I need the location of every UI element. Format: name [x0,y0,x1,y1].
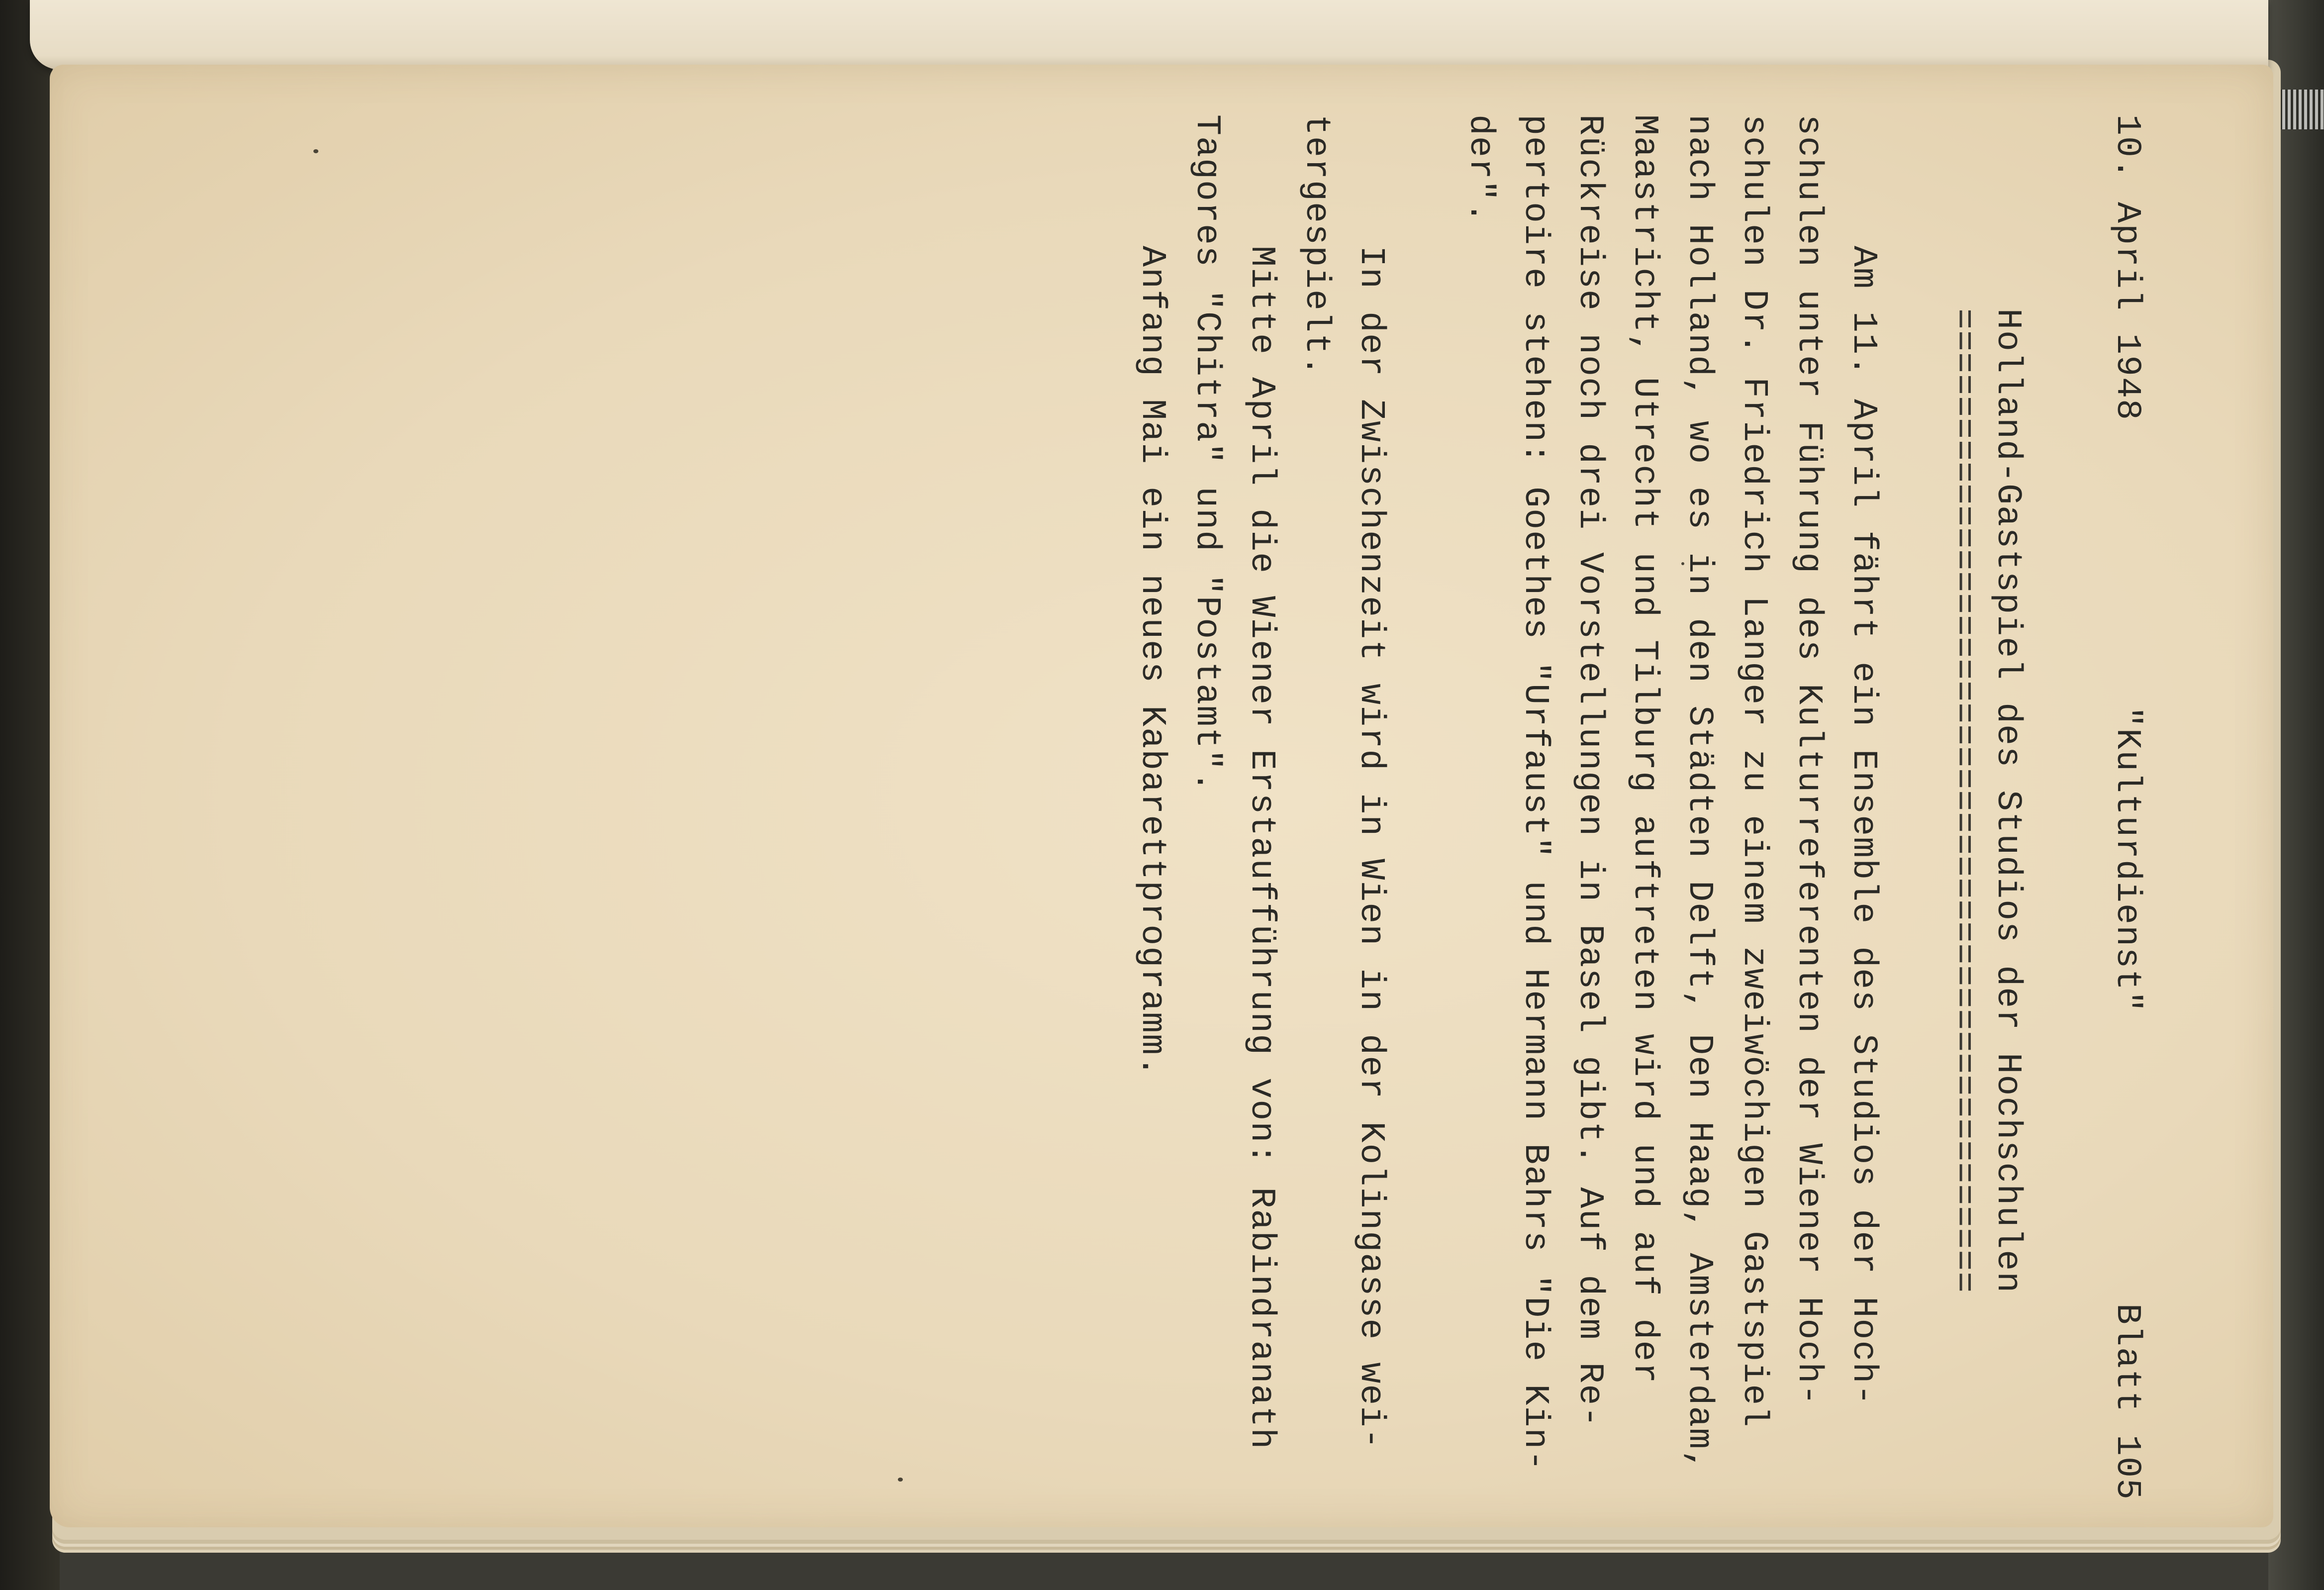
paragraph-2-line-1: In der Zwischenzeit wird in Wien in der Kolingasse wei- [1351,114,1390,1450]
paragraph-1-line-6: Rückreise noch drei Vorstellungen in Basel gibt. Auf dem Re- [1570,114,1609,1428]
heading-underline: ============================================= [1943,308,1982,1294]
paragraph-3-line-2: Tagores "Chitra" und "Postamt". [1187,114,1226,794]
article-heading: Holland-Gastspiel des Studios der Hochschulen [1988,308,2027,1294]
paragraph-2-line-2: tergespielt. [1296,114,1336,378]
paragraph-1-line-8: der". [1460,114,1500,224]
facing-page-edge [30,0,2268,70]
paragraph-1-line-3: schulen Dr. Friedrich Langer zu einem zweiwöchigen Gastspiel [1734,114,1773,1428]
paragraph-1-line-2: schulen unter Führung des Kulturreferenten der Wiener Hoch- [1789,114,1828,1406]
paragraph-3-line-1: Mitte April die Wiener Erstaufführung von: Rabindranath [1242,114,1281,1450]
typewritten-text-block [214,114,2154,1557]
document-date: 10. April 1948 [2107,114,2146,421]
paragraph-1-line-4: nach Holland, wo es in den Städten Delft, Den Haag, Amsterdam, [1679,114,1719,1472]
paragraph-4-line-1: Anfang Mai ein neues Kabarettprogramm. [1132,114,1171,1078]
paragraph-1-line-7: pertoire stehen: Goethes "Urfaust" und Hermann Bahrs "Die Kin- [1515,114,1554,1472]
publication-title: "Kulturdienst" [2107,706,2146,1013]
paragraph-1-line-5: Maastricht, Utrecht und Tilburg auftreten wird und auf der [1625,114,1664,1385]
paragraph-1-line-1: Am 11. April fährt ein Ensemble des Studios der Hoch- [1843,114,1883,1406]
sheet-number: Blatt 105 [2107,1303,2146,1501]
